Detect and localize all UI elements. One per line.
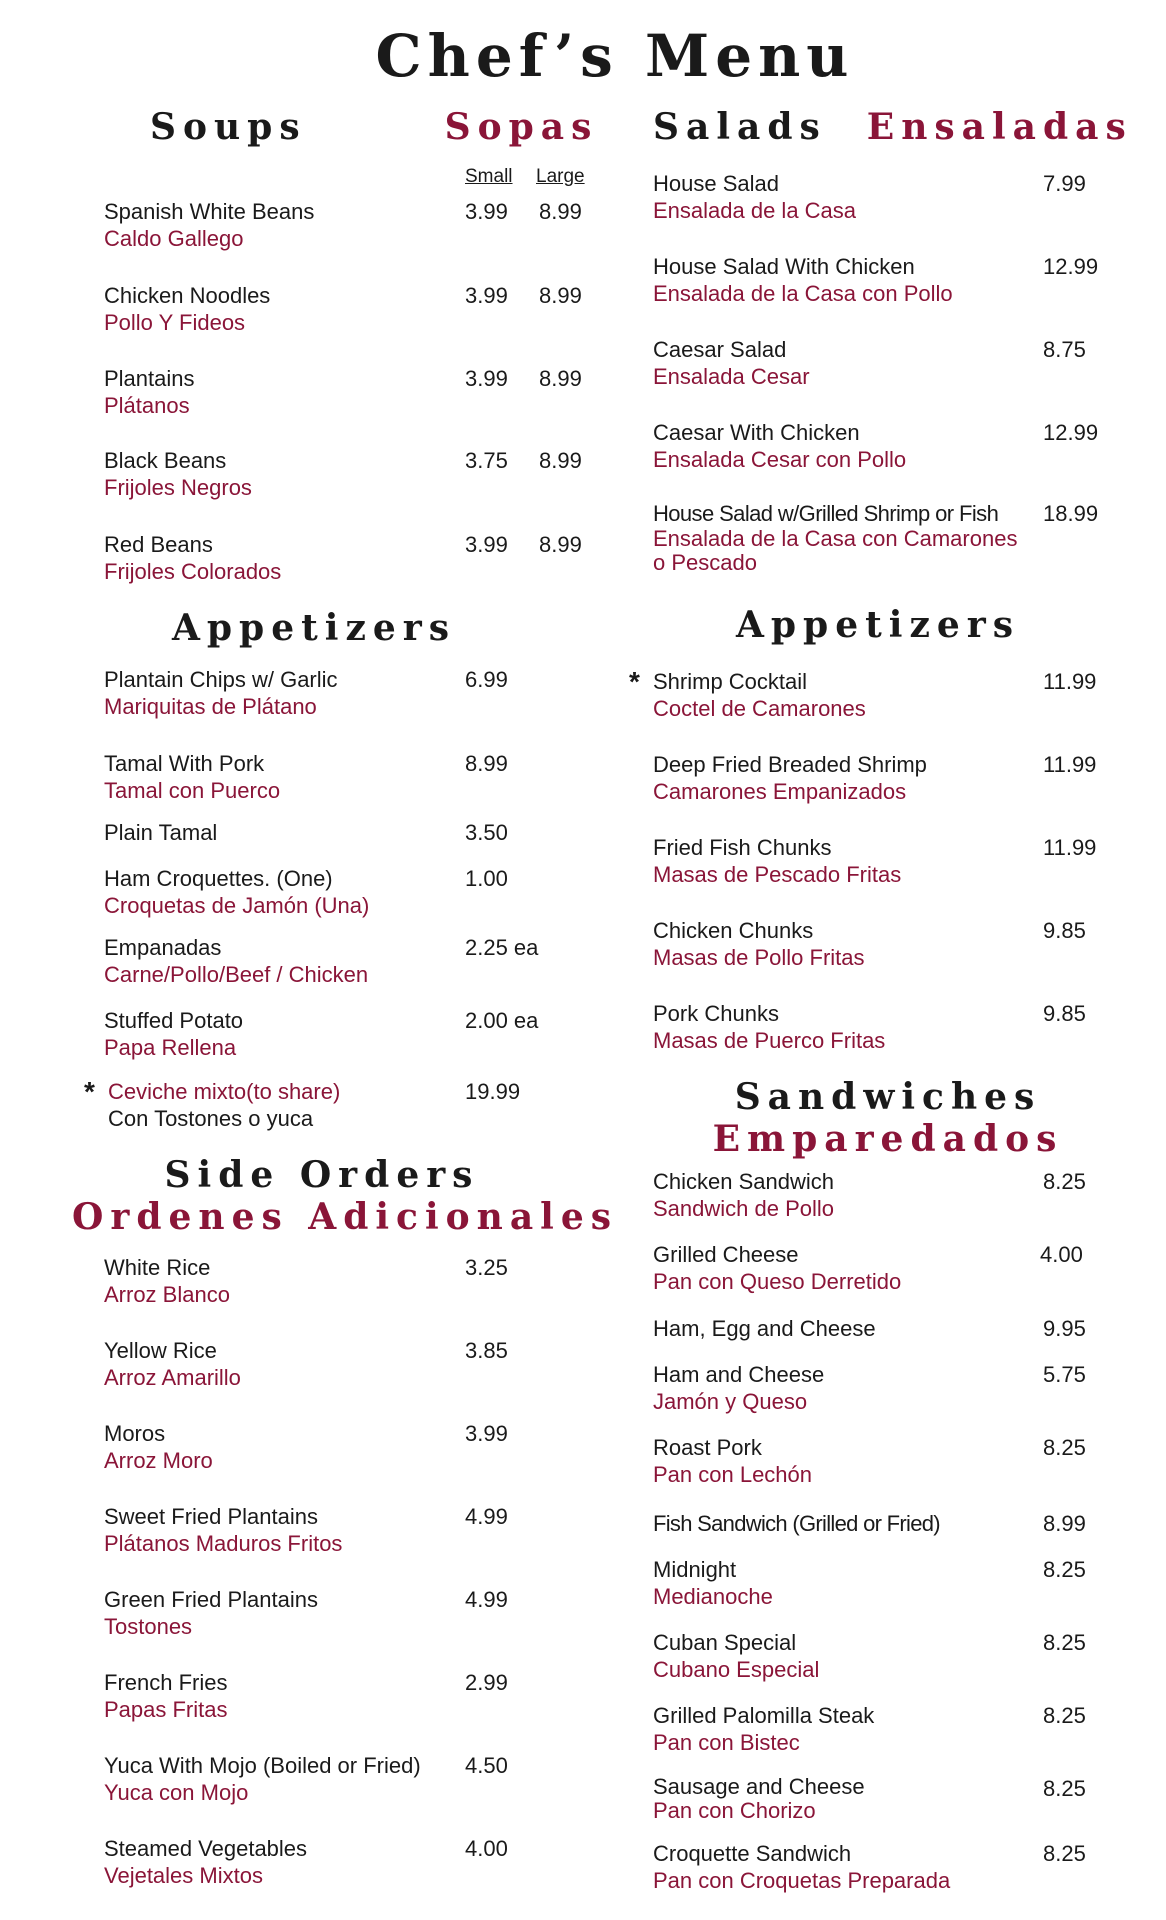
sandwich-item bbox=[653, 1168, 1103, 1222]
soup-item bbox=[104, 282, 590, 336]
item-price: 2.99 bbox=[465, 1670, 508, 1695]
item-name: Sweet Fried Plantains bbox=[104, 1504, 318, 1529]
item-translation: Mariquitas de Plátano bbox=[104, 694, 317, 719]
appetizer-item bbox=[104, 934, 590, 988]
soup-item bbox=[104, 531, 590, 585]
salad-item bbox=[653, 419, 1103, 473]
item-name: Spanish White Beans bbox=[104, 199, 315, 224]
item-translation: Pan con Lechón bbox=[653, 1462, 813, 1487]
sandwich-item bbox=[653, 1775, 1103, 1823]
item-name: Steamed Vegetables bbox=[104, 1836, 308, 1861]
side-order-item bbox=[104, 1835, 590, 1889]
small-price: 3.99 bbox=[465, 283, 508, 308]
sandwiches-heading bbox=[653, 1076, 1123, 1160]
item-price: 11.99 bbox=[1043, 835, 1097, 860]
item-price: 2.25 ea bbox=[465, 935, 539, 960]
sandwich-item bbox=[653, 1556, 1103, 1610]
salad-item bbox=[653, 170, 1103, 224]
item-name: Yellow Rice bbox=[104, 1338, 217, 1363]
small-price: 3.99 bbox=[465, 366, 508, 391]
item-price: 8.25 bbox=[1043, 1703, 1086, 1728]
side-order-item bbox=[104, 1254, 590, 1308]
item-price: 8.25 bbox=[1043, 1169, 1086, 1194]
item-translation: Camarones Empanizados bbox=[653, 779, 907, 804]
item-translation: Arroz Blanco bbox=[104, 1282, 230, 1307]
appetizer-item bbox=[104, 819, 590, 846]
item-translation: Masas de Puerco Fritas bbox=[653, 1028, 886, 1053]
item-price: 6.99 bbox=[465, 667, 508, 692]
sandwich-item bbox=[653, 1629, 1103, 1683]
appetizer-item bbox=[629, 666, 1103, 722]
item-price: 8.25 bbox=[1043, 1776, 1086, 1801]
item-name: Pork Chunks bbox=[653, 1001, 779, 1026]
menu-title: Chef’s Menu bbox=[375, 22, 855, 90]
item-price: 8.25 bbox=[1043, 1630, 1086, 1655]
soups-heading-es: Sopas bbox=[444, 106, 599, 148]
item-translation: Masas de Pescado Fritas bbox=[653, 862, 902, 887]
soup-item bbox=[104, 198, 590, 252]
item-name: House Salad With Chicken bbox=[653, 254, 915, 279]
item-price: 12.99 bbox=[1043, 420, 1099, 445]
side-orders-heading-en: Side Orders bbox=[164, 1154, 480, 1196]
side-orders-heading-es: Ordenes Adicionales bbox=[72, 1196, 619, 1238]
item-price: 8.25 bbox=[1043, 1841, 1086, 1866]
item-name: Grilled Cheese bbox=[653, 1242, 799, 1267]
item-translation: Carne/Pollo/Beef / Chicken bbox=[104, 962, 369, 987]
item-name: Ham Croquettes. (One) bbox=[104, 866, 333, 891]
item-name: House Salad bbox=[653, 171, 779, 196]
salads-heading-es: Ensaladas bbox=[866, 106, 1133, 148]
item-price: 9.85 bbox=[1043, 918, 1086, 943]
appetizer-item bbox=[653, 917, 1103, 971]
soup-item bbox=[104, 365, 590, 419]
side-order-item bbox=[104, 1337, 590, 1391]
item-translation: Tostones bbox=[104, 1614, 193, 1639]
item-name: Plantain Chips w/ Garlic bbox=[104, 667, 338, 692]
appetizers-left-heading bbox=[104, 607, 524, 649]
side-order-item bbox=[104, 1586, 590, 1640]
appetizer-item bbox=[104, 1007, 590, 1061]
sandwich-item bbox=[653, 1840, 1103, 1894]
salad-item bbox=[653, 500, 1103, 575]
item-name: Midnight bbox=[653, 1557, 737, 1582]
item-price: 12.99 bbox=[1043, 254, 1099, 279]
item-price: 4.00 bbox=[465, 1836, 508, 1861]
appetizers-right-heading-text: Appetizers bbox=[735, 604, 1021, 646]
item-name: Moros bbox=[104, 1421, 166, 1446]
item-translation: Papas Fritas bbox=[104, 1697, 228, 1722]
small-price: 3.99 bbox=[465, 532, 508, 557]
sandwiches-heading-es: Emparedados bbox=[712, 1118, 1064, 1160]
large-column-header: Large bbox=[536, 166, 585, 187]
item-translation: Ensalada de la Casa con Pollo bbox=[653, 281, 953, 306]
item-name: Grilled Palomilla Steak bbox=[653, 1703, 875, 1728]
item-price: 9.95 bbox=[1043, 1316, 1086, 1341]
large-price: 8.99 bbox=[539, 199, 582, 224]
item-translation: Pan con Chorizo bbox=[653, 1798, 816, 1823]
item-translation: Frijoles Colorados bbox=[104, 559, 282, 584]
item-translation-cont: o Pescado bbox=[653, 550, 757, 575]
item-name: Tamal With Pork bbox=[104, 751, 265, 776]
sandwich-item bbox=[653, 1434, 1103, 1488]
item-name: Croquette Sandwich bbox=[653, 1841, 852, 1866]
item-name: Ham and Cheese bbox=[653, 1362, 825, 1387]
side-order-item bbox=[104, 1669, 590, 1723]
item-name: Chicken Noodles bbox=[104, 283, 271, 308]
item-name: Ham, Egg and Cheese bbox=[653, 1316, 876, 1341]
item-name: Roast Pork bbox=[653, 1435, 762, 1460]
item-name: Ceviche mixto(to share) bbox=[108, 1079, 341, 1104]
item-translation: Ensalada de la Casa con Camarones bbox=[653, 526, 1018, 551]
salads-heading-en: Salads bbox=[653, 106, 827, 148]
item-price: 3.50 bbox=[465, 820, 508, 845]
item-name: Caesar Salad bbox=[653, 337, 787, 362]
item-name: Sausage and Cheese bbox=[653, 1774, 865, 1799]
small-price: 3.99 bbox=[465, 199, 508, 224]
appetizers-right-heading bbox=[653, 604, 1103, 646]
item-translation: Pan con Croquetas Preparada bbox=[653, 1868, 951, 1893]
item-name: Red Beans bbox=[104, 532, 213, 557]
item-name: White Rice bbox=[104, 1255, 211, 1280]
item-price: 11.99 bbox=[1043, 752, 1097, 777]
item-price: 19.99 bbox=[465, 1079, 521, 1104]
item-price: 9.85 bbox=[1043, 1001, 1086, 1026]
side-order-item bbox=[104, 1752, 590, 1806]
item-name: Fish Sandwich (Grilled or Fried) bbox=[653, 1511, 940, 1536]
sandwich-item bbox=[653, 1241, 1103, 1295]
item-price: 1.00 bbox=[465, 866, 508, 891]
item-price: 4.99 bbox=[465, 1587, 508, 1612]
soups-heading-en: Soups bbox=[150, 106, 307, 148]
item-name: Empanadas bbox=[104, 935, 222, 960]
item-price: 8.75 bbox=[1043, 337, 1086, 362]
item-price: 3.85 bbox=[465, 1338, 508, 1363]
appetizers-left-heading-text: Appetizers bbox=[171, 607, 457, 649]
item-translation: Ensalada de la Casa bbox=[653, 198, 857, 223]
sandwich-item bbox=[653, 1702, 1103, 1756]
item-translation: Cubano Especial bbox=[653, 1657, 820, 1682]
appetizer-item bbox=[653, 751, 1103, 805]
item-translation: Ensalada Cesar bbox=[653, 364, 810, 389]
item-translation: Pollo Y Fideos bbox=[104, 310, 246, 335]
salad-item bbox=[653, 336, 1103, 390]
item-name: Chicken Chunks bbox=[653, 918, 814, 943]
sandwich-item bbox=[653, 1315, 1103, 1342]
item-price: 8.99 bbox=[465, 751, 508, 776]
salads-heading bbox=[653, 106, 1133, 148]
item-price: 11.99 bbox=[1043, 669, 1097, 694]
item-name: Cuban Special bbox=[653, 1630, 797, 1655]
item-name: Plantains bbox=[104, 366, 195, 391]
item-name: Shrimp Cocktail bbox=[653, 669, 808, 694]
item-name: French Fries bbox=[104, 1670, 228, 1695]
item-translation: Sandwich de Pollo bbox=[653, 1196, 835, 1221]
sandwich-item bbox=[653, 1361, 1103, 1415]
item-price: 4.99 bbox=[465, 1504, 508, 1529]
large-price: 8.99 bbox=[539, 532, 582, 557]
small-column-header: Small bbox=[465, 166, 513, 187]
ceviche-item bbox=[84, 1076, 594, 1132]
item-translation: Plátanos bbox=[104, 393, 190, 418]
item-name: Green Fried Plantains bbox=[104, 1587, 318, 1612]
item-translation: Tamal con Puerco bbox=[104, 778, 281, 803]
sandwich-item bbox=[653, 1510, 1103, 1537]
item-price: 5.75 bbox=[1043, 1362, 1086, 1387]
item-translation: Papa Rellena bbox=[104, 1035, 237, 1060]
item-name: Stuffed Potato bbox=[104, 1008, 244, 1033]
item-price: 7.99 bbox=[1043, 171, 1086, 196]
item-translation: Pan con Bistec bbox=[653, 1730, 800, 1755]
sandwiches-heading-en: Sandwiches bbox=[734, 1076, 1042, 1118]
appetizer-item bbox=[104, 666, 590, 720]
appetizer-item bbox=[104, 750, 590, 804]
item-translation: Croquetas de Jamón (Una) bbox=[104, 893, 370, 918]
item-translation: Coctel de Camarones bbox=[653, 696, 866, 721]
side-order-item bbox=[104, 1420, 590, 1474]
item-translation: Pan con Queso Derretido bbox=[653, 1269, 902, 1294]
item-price: 4.50 bbox=[465, 1753, 508, 1778]
item-price: 2.00 ea bbox=[465, 1008, 539, 1033]
appetizer-item bbox=[104, 865, 590, 919]
item-name: Black Beans bbox=[104, 448, 227, 473]
item-translation: Frijoles Negros bbox=[104, 475, 252, 500]
item-price: 18.99 bbox=[1043, 501, 1099, 526]
item-price: 4.00 bbox=[1040, 1242, 1083, 1267]
item-translation: Jamón y Queso bbox=[653, 1389, 808, 1414]
small-price: 3.75 bbox=[465, 448, 508, 473]
item-translation: Arroz Amarillo bbox=[104, 1365, 241, 1390]
item-price: 3.99 bbox=[465, 1421, 508, 1446]
item-translation: Masas de Pollo Fritas bbox=[653, 945, 865, 970]
soups-heading bbox=[150, 106, 598, 148]
side-orders-heading bbox=[72, 1154, 619, 1238]
item-name: Deep Fried Breaded Shrimp bbox=[653, 752, 927, 777]
item-name: Plain Tamal bbox=[104, 820, 218, 845]
item-translation: Plátanos Maduros Fritos bbox=[104, 1531, 343, 1556]
item-price: 8.25 bbox=[1043, 1557, 1086, 1582]
item-price: 3.25 bbox=[465, 1255, 508, 1280]
item-translation: Con Tostones o yuca bbox=[108, 1106, 314, 1131]
item-translation: Arroz Moro bbox=[104, 1448, 213, 1473]
item-translation: Yuca con Mojo bbox=[104, 1780, 249, 1805]
item-name: Yuca With Mojo (Boiled or Fried) bbox=[104, 1753, 421, 1778]
item-translation: Vejetales Mixtos bbox=[104, 1863, 263, 1888]
soup-item bbox=[104, 447, 590, 501]
large-price: 8.99 bbox=[539, 366, 582, 391]
item-translation: Medianoche bbox=[653, 1584, 773, 1609]
item-translation: Caldo Gallego bbox=[104, 226, 244, 251]
item-price: 8.25 bbox=[1043, 1435, 1086, 1460]
item-name: Chicken Sandwich bbox=[653, 1169, 834, 1194]
appetizer-item bbox=[653, 1000, 1103, 1054]
item-name: House Salad w/Grilled Shrimp or Fish bbox=[653, 501, 999, 526]
item-price: 8.99 bbox=[1043, 1511, 1086, 1536]
large-price: 8.99 bbox=[539, 448, 582, 473]
side-order-item bbox=[104, 1503, 590, 1557]
item-name: Caesar With Chicken bbox=[653, 420, 860, 445]
large-price: 8.99 bbox=[539, 283, 582, 308]
item-translation: Ensalada Cesar con Pollo bbox=[653, 447, 907, 472]
special-star: * bbox=[629, 666, 640, 697]
item-name: Fried Fish Chunks bbox=[653, 835, 832, 860]
salad-item bbox=[653, 253, 1103, 307]
appetizer-item bbox=[653, 834, 1103, 888]
special-star: * bbox=[84, 1076, 95, 1107]
